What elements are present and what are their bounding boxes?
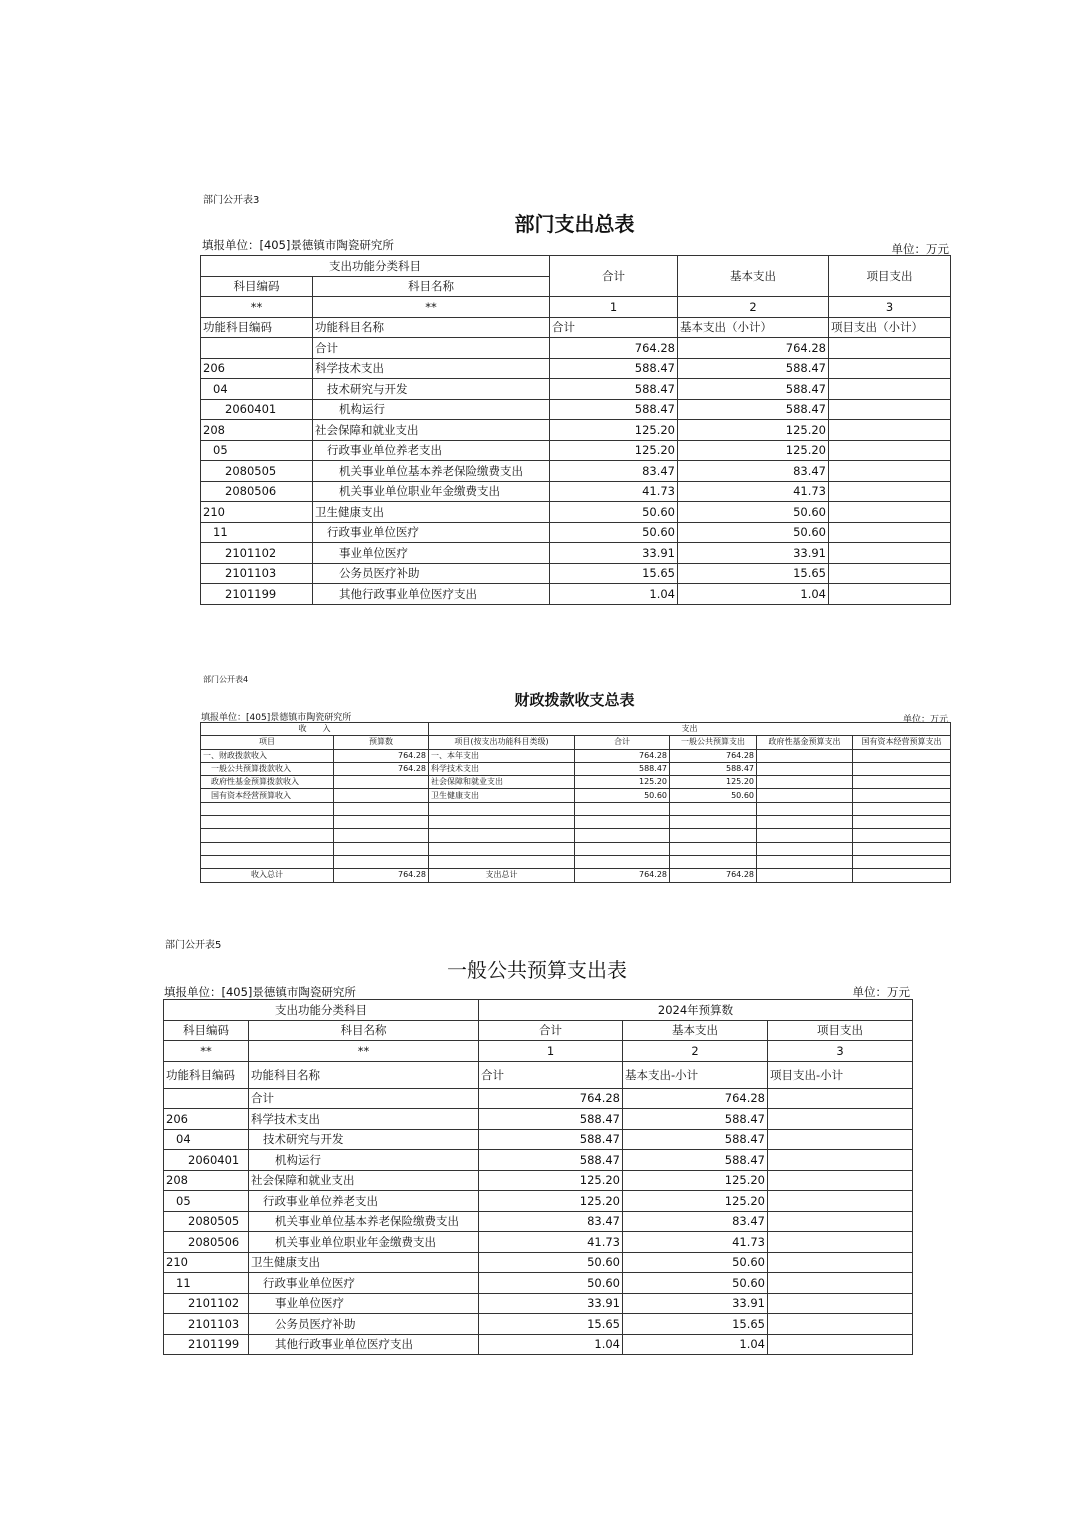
basic-cell: 588.47 xyxy=(678,358,829,379)
basic-cell: 50.60 xyxy=(678,502,829,523)
footer-general: 764.28 xyxy=(670,869,757,882)
general-cell xyxy=(670,816,757,829)
table5-unit-left: 填报单位：[405]景德镇市陶瓷研究所 xyxy=(164,985,356,999)
table-row xyxy=(201,776,951,789)
seq: ** xyxy=(164,1041,249,1062)
total-cell xyxy=(575,829,670,842)
exp-item-cell: 社会保障和就业支出 xyxy=(429,776,575,789)
total-cell: 764.28 xyxy=(575,749,670,762)
empty-cell xyxy=(768,1252,913,1273)
item-cell: 一般公共预算拨款收入 xyxy=(201,762,334,775)
table-row xyxy=(201,502,951,523)
name-cell: 社会保障和就业支出 xyxy=(313,420,550,441)
code-cell: 2101103 xyxy=(164,1314,249,1335)
table3-unit-left: 填报单位：[405]景德镇市陶瓷研究所 xyxy=(202,238,394,252)
empty-cell xyxy=(829,584,951,605)
seq: 1 xyxy=(479,1041,623,1062)
table-row xyxy=(164,1150,913,1171)
total-cell: 588.47 xyxy=(550,358,678,379)
table-row xyxy=(201,522,951,543)
name-cell: 机关事业单位职业年金缴费支出 xyxy=(249,1232,479,1253)
table-row xyxy=(201,399,951,420)
table3-code: 部门公开表3 xyxy=(203,195,260,206)
empty-cell xyxy=(853,869,951,882)
name-cell: 技术研究与开发 xyxy=(249,1129,479,1150)
name-cell: 公务员医疗补助 xyxy=(249,1314,479,1335)
name-cell: 事业单位医疗 xyxy=(249,1293,479,1314)
row-header: 项目支出-小计 xyxy=(768,1061,913,1088)
empty-cell xyxy=(757,776,853,789)
table-row xyxy=(201,420,951,441)
total-cell: 33.91 xyxy=(479,1293,623,1314)
code-cell: 2101199 xyxy=(164,1334,249,1355)
budget-cell xyxy=(334,776,429,789)
table-row xyxy=(201,584,951,605)
empty-cell xyxy=(768,1334,913,1355)
header-group: 支出功能分类科目 xyxy=(201,256,550,277)
empty-cell xyxy=(829,399,951,420)
basic-cell: 588.47 xyxy=(623,1109,768,1130)
header-gov-fund: 政府性基金预算支出 xyxy=(757,736,853,749)
table-row xyxy=(164,1232,913,1253)
name-cell: 公务员医疗补助 xyxy=(313,563,550,584)
header-state-capital: 国有资本经营预算支出 xyxy=(853,736,951,749)
table-row xyxy=(164,1088,913,1109)
total-cell: 50.60 xyxy=(575,789,670,802)
basic-cell: 41.73 xyxy=(678,481,829,502)
exp-item-cell: 科学技术支出 xyxy=(429,762,575,775)
empty-cell xyxy=(768,1191,913,1212)
item-cell xyxy=(201,816,334,829)
empty-cell xyxy=(853,816,951,829)
code-cell: 208 xyxy=(164,1170,249,1191)
basic-cell: 125.20 xyxy=(623,1191,768,1212)
table-row xyxy=(201,481,951,502)
item-cell xyxy=(201,829,334,842)
empty-cell xyxy=(757,789,853,802)
exp-item-cell xyxy=(429,816,575,829)
empty-cell xyxy=(768,1170,913,1191)
footer-income: 收入总计 xyxy=(201,869,334,882)
header-project: 项目支出 xyxy=(768,1020,913,1041)
seq: 2 xyxy=(623,1041,768,1062)
total-cell: 83.47 xyxy=(479,1211,623,1232)
empty-cell xyxy=(768,1273,913,1294)
basic-cell: 764.28 xyxy=(678,338,829,359)
budget-cell xyxy=(334,816,429,829)
table-row xyxy=(164,1191,913,1212)
empty-cell xyxy=(853,776,951,789)
exp-item-cell xyxy=(429,842,575,855)
total-cell: 588.47 xyxy=(479,1150,623,1171)
table-row xyxy=(201,440,951,461)
general-cell xyxy=(670,802,757,815)
header-general: 一般公共预算支出 xyxy=(670,736,757,749)
code-cell: 208 xyxy=(201,420,313,441)
table-row xyxy=(201,338,951,359)
table-row xyxy=(201,762,951,775)
empty-cell xyxy=(829,379,951,400)
row-header: 功能科目编码 xyxy=(164,1061,249,1088)
total-cell: 125.20 xyxy=(479,1191,623,1212)
footer-expense: 支出总计 xyxy=(429,869,575,882)
name-cell: 机关事业单位职业年金缴费支出 xyxy=(313,481,550,502)
empty-cell xyxy=(853,855,951,868)
seq: ** xyxy=(201,297,313,318)
seq: ** xyxy=(249,1041,479,1062)
table-row xyxy=(201,358,951,379)
basic-cell: 764.28 xyxy=(623,1088,768,1109)
table-row xyxy=(164,1109,913,1130)
total-cell xyxy=(575,816,670,829)
name-cell: 科学技术支出 xyxy=(313,358,550,379)
name-cell: 合计 xyxy=(313,338,550,359)
empty-cell xyxy=(757,762,853,775)
code-cell: 2101103 xyxy=(201,563,313,584)
table3-expense-summary xyxy=(200,255,951,605)
table4-unit-right: 单位：万元 xyxy=(902,715,948,725)
row-header: 功能科目编码 xyxy=(201,317,313,338)
name-cell: 科学技术支出 xyxy=(249,1109,479,1130)
table-row xyxy=(201,829,951,842)
code-cell: 2060401 xyxy=(201,399,313,420)
code-cell: 2101199 xyxy=(201,584,313,605)
table-row xyxy=(164,1273,913,1294)
basic-cell: 83.47 xyxy=(678,461,829,482)
name-cell: 技术研究与开发 xyxy=(313,379,550,400)
total-cell: 1.04 xyxy=(550,584,678,605)
header-exp-item: 项目(按支出功能科目类级) xyxy=(429,736,575,749)
table-row xyxy=(201,842,951,855)
basic-cell: 125.20 xyxy=(623,1170,768,1191)
empty-cell xyxy=(768,1211,913,1232)
code-cell: 04 xyxy=(164,1129,249,1150)
table-row xyxy=(201,461,951,482)
basic-cell: 588.47 xyxy=(623,1150,768,1171)
table4-title: 财政拨款收支总表 xyxy=(514,691,635,709)
row-header: 合计 xyxy=(479,1061,623,1088)
header-total: 合计 xyxy=(550,256,678,297)
item-cell: 国有资本经营预算收入 xyxy=(201,789,334,802)
empty-cell xyxy=(829,420,951,441)
general-cell: 588.47 xyxy=(670,762,757,775)
table4-unit-left: 填报单位：[405]景德镇市陶瓷研究所 xyxy=(201,713,352,723)
total-cell: 50.60 xyxy=(479,1273,623,1294)
exp-item-cell xyxy=(429,802,575,815)
table-row xyxy=(164,1252,913,1273)
code-cell: 206 xyxy=(164,1109,249,1130)
total-cell xyxy=(575,842,670,855)
budget-cell xyxy=(334,842,429,855)
basic-cell: 33.91 xyxy=(623,1293,768,1314)
table-row xyxy=(201,543,951,564)
seq: 3 xyxy=(829,297,951,318)
total-cell: 41.73 xyxy=(479,1232,623,1253)
total-cell: 50.60 xyxy=(550,522,678,543)
basic-cell: 588.47 xyxy=(678,399,829,420)
table-row xyxy=(201,816,951,829)
total-cell xyxy=(575,855,670,868)
total-cell: 15.65 xyxy=(550,563,678,584)
general-cell: 764.28 xyxy=(670,749,757,762)
code-cell: 2080506 xyxy=(164,1232,249,1253)
general-cell: 125.20 xyxy=(670,776,757,789)
footer-budget: 764.28 xyxy=(334,869,429,882)
empty-cell xyxy=(768,1109,913,1130)
total-cell: 125.20 xyxy=(550,440,678,461)
table5-code: 部门公开表5 xyxy=(165,940,222,951)
empty-cell xyxy=(829,543,951,564)
total-cell: 588.47 xyxy=(575,762,670,775)
budget-cell: 764.28 xyxy=(334,749,429,762)
name-cell: 机关事业单位基本养老保险缴费支出 xyxy=(249,1211,479,1232)
table5-title: 一般公共预算支出表 xyxy=(447,958,627,982)
empty-cell xyxy=(829,338,951,359)
seq: 1 xyxy=(550,297,678,318)
name-cell: 其他行政事业单位医疗支出 xyxy=(313,584,550,605)
basic-cell: 50.60 xyxy=(678,522,829,543)
code-cell: 04 xyxy=(201,379,313,400)
empty-cell xyxy=(829,461,951,482)
table-row xyxy=(164,1334,913,1355)
table-row xyxy=(164,1170,913,1191)
exp-item-cell xyxy=(429,855,575,868)
table-row xyxy=(164,1211,913,1232)
row-header: 基本支出-小计 xyxy=(623,1061,768,1088)
name-cell: 行政事业单位医疗 xyxy=(313,522,550,543)
basic-cell: 15.65 xyxy=(678,563,829,584)
basic-cell: 41.73 xyxy=(623,1232,768,1253)
code-cell: 2060401 xyxy=(164,1150,249,1171)
empty-cell xyxy=(757,829,853,842)
empty-cell xyxy=(768,1150,913,1171)
empty-cell xyxy=(757,869,853,882)
item-cell xyxy=(201,855,334,868)
budget-cell: 764.28 xyxy=(334,762,429,775)
header-name: 科目名称 xyxy=(313,276,550,297)
name-cell: 机关事业单位基本养老保险缴费支出 xyxy=(313,461,550,482)
item-cell xyxy=(201,802,334,815)
seq: ** xyxy=(313,297,550,318)
code-cell: 11 xyxy=(201,522,313,543)
empty-cell xyxy=(853,749,951,762)
header-project: 项目支出 xyxy=(829,256,951,297)
table3-unit-right: 单位：万元 xyxy=(891,242,949,256)
total-cell: 50.60 xyxy=(479,1252,623,1273)
code-cell: 05 xyxy=(201,440,313,461)
header-total: 合计 xyxy=(479,1020,623,1041)
table-row xyxy=(164,1129,913,1150)
header-basic: 基本支出 xyxy=(623,1020,768,1041)
header-code: 科目编码 xyxy=(164,1020,249,1041)
table5-general-budget xyxy=(163,999,913,1355)
name-cell: 合计 xyxy=(249,1088,479,1109)
header-name: 科目名称 xyxy=(249,1020,479,1041)
name-cell: 行政事业单位养老支出 xyxy=(249,1191,479,1212)
budget-cell xyxy=(334,855,429,868)
empty-cell xyxy=(768,1129,913,1150)
code-cell: 11 xyxy=(164,1273,249,1294)
code-cell: 2080505 xyxy=(201,461,313,482)
code-cell: 2101102 xyxy=(164,1293,249,1314)
name-cell: 行政事业单位养老支出 xyxy=(313,440,550,461)
empty-cell xyxy=(757,842,853,855)
empty-cell xyxy=(829,440,951,461)
code-cell: 206 xyxy=(201,358,313,379)
budget-cell xyxy=(334,802,429,815)
code-cell xyxy=(164,1088,249,1109)
empty-cell xyxy=(757,816,853,829)
empty-cell xyxy=(853,829,951,842)
total-cell xyxy=(575,802,670,815)
empty-cell xyxy=(757,802,853,815)
seq: 2 xyxy=(678,297,829,318)
basic-cell: 1.04 xyxy=(678,584,829,605)
total-cell: 15.65 xyxy=(479,1314,623,1335)
general-cell xyxy=(670,855,757,868)
code-cell: 2101102 xyxy=(201,543,313,564)
item-cell: 政府性基金预算拨款收入 xyxy=(201,776,334,789)
table5-unit-right: 单位：万元 xyxy=(852,985,910,999)
code-cell xyxy=(201,338,313,359)
name-cell: 事业单位医疗 xyxy=(313,543,550,564)
code-cell: 05 xyxy=(164,1191,249,1212)
row-header: 功能科目名称 xyxy=(313,317,550,338)
basic-cell: 50.60 xyxy=(623,1273,768,1294)
header-total: 合计 xyxy=(575,736,670,749)
code-cell: 2080506 xyxy=(201,481,313,502)
table3-title: 部门支出总表 xyxy=(514,212,635,236)
header-code: 科目编码 xyxy=(201,276,313,297)
name-cell: 行政事业单位医疗 xyxy=(249,1273,479,1294)
table-row xyxy=(201,802,951,815)
total-cell: 588.47 xyxy=(550,379,678,400)
basic-cell: 50.60 xyxy=(623,1252,768,1273)
total-cell: 125.20 xyxy=(550,420,678,441)
empty-cell xyxy=(853,789,951,802)
name-cell: 其他行政事业单位医疗支出 xyxy=(249,1334,479,1355)
empty-cell xyxy=(853,762,951,775)
total-cell: 125.20 xyxy=(479,1170,623,1191)
total-cell: 83.47 xyxy=(550,461,678,482)
empty-cell xyxy=(768,1314,913,1335)
general-cell: 50.60 xyxy=(670,789,757,802)
header-basic: 基本支出 xyxy=(678,256,829,297)
empty-cell xyxy=(829,502,951,523)
total-cell: 50.60 xyxy=(550,502,678,523)
row-header: 基本支出（小计） xyxy=(678,317,829,338)
basic-cell: 125.20 xyxy=(678,440,829,461)
header-expense: 支出 xyxy=(429,723,951,736)
total-cell: 1.04 xyxy=(479,1334,623,1355)
budget-cell xyxy=(334,829,429,842)
table-row xyxy=(164,1293,913,1314)
general-cell xyxy=(670,829,757,842)
header-income: 收 入 xyxy=(201,723,429,736)
table-row xyxy=(201,789,951,802)
total-cell: 588.47 xyxy=(550,399,678,420)
total-cell: 125.20 xyxy=(575,776,670,789)
empty-cell xyxy=(829,358,951,379)
name-cell: 社会保障和就业支出 xyxy=(249,1170,479,1191)
code-cell: 210 xyxy=(164,1252,249,1273)
basic-cell: 588.47 xyxy=(678,379,829,400)
empty-cell xyxy=(768,1293,913,1314)
total-cell: 588.47 xyxy=(479,1109,623,1130)
basic-cell: 588.47 xyxy=(623,1129,768,1150)
header-year: 2024年预算数 xyxy=(479,1000,913,1021)
name-cell: 卫生健康支出 xyxy=(313,502,550,523)
table-row xyxy=(201,563,951,584)
table-row xyxy=(201,855,951,868)
general-cell xyxy=(670,842,757,855)
basic-cell: 83.47 xyxy=(623,1211,768,1232)
table-row xyxy=(164,1314,913,1335)
budget-cell xyxy=(334,789,429,802)
row-header: 项目支出（小计） xyxy=(829,317,951,338)
basic-cell: 15.65 xyxy=(623,1314,768,1335)
name-cell: 机构运行 xyxy=(313,399,550,420)
empty-cell xyxy=(757,749,853,762)
empty-cell xyxy=(829,522,951,543)
row-header: 功能科目名称 xyxy=(249,1061,479,1088)
header-budget: 预算数 xyxy=(334,736,429,749)
empty-cell xyxy=(829,481,951,502)
total-cell: 588.47 xyxy=(479,1129,623,1150)
code-cell: 210 xyxy=(201,502,313,523)
empty-cell xyxy=(768,1088,913,1109)
exp-item-cell: 一、本年支出 xyxy=(429,749,575,762)
table4-fiscal-summary xyxy=(200,722,951,883)
table-row xyxy=(201,749,951,762)
name-cell: 卫生健康支出 xyxy=(249,1252,479,1273)
exp-item-cell xyxy=(429,829,575,842)
row-header: 合计 xyxy=(550,317,678,338)
empty-cell xyxy=(853,842,951,855)
empty-cell xyxy=(768,1232,913,1253)
item-cell xyxy=(201,842,334,855)
empty-cell xyxy=(757,855,853,868)
total-cell: 33.91 xyxy=(550,543,678,564)
empty-cell xyxy=(853,802,951,815)
code-cell: 2080505 xyxy=(164,1211,249,1232)
exp-item-cell: 卫生健康支出 xyxy=(429,789,575,802)
header-group: 支出功能分类科目 xyxy=(164,1000,479,1021)
seq: 3 xyxy=(768,1041,913,1062)
basic-cell: 33.91 xyxy=(678,543,829,564)
total-cell: 764.28 xyxy=(479,1088,623,1109)
item-cell: 一、财政拨款收入 xyxy=(201,749,334,762)
table-row xyxy=(201,379,951,400)
name-cell: 机构运行 xyxy=(249,1150,479,1171)
footer-total: 764.28 xyxy=(575,869,670,882)
basic-cell: 1.04 xyxy=(623,1334,768,1355)
header-item: 项目 xyxy=(201,736,334,749)
empty-cell xyxy=(829,563,951,584)
table4-code: 部门公开表4 xyxy=(203,675,249,684)
basic-cell: 125.20 xyxy=(678,420,829,441)
total-cell: 41.73 xyxy=(550,481,678,502)
total-cell: 764.28 xyxy=(550,338,678,359)
